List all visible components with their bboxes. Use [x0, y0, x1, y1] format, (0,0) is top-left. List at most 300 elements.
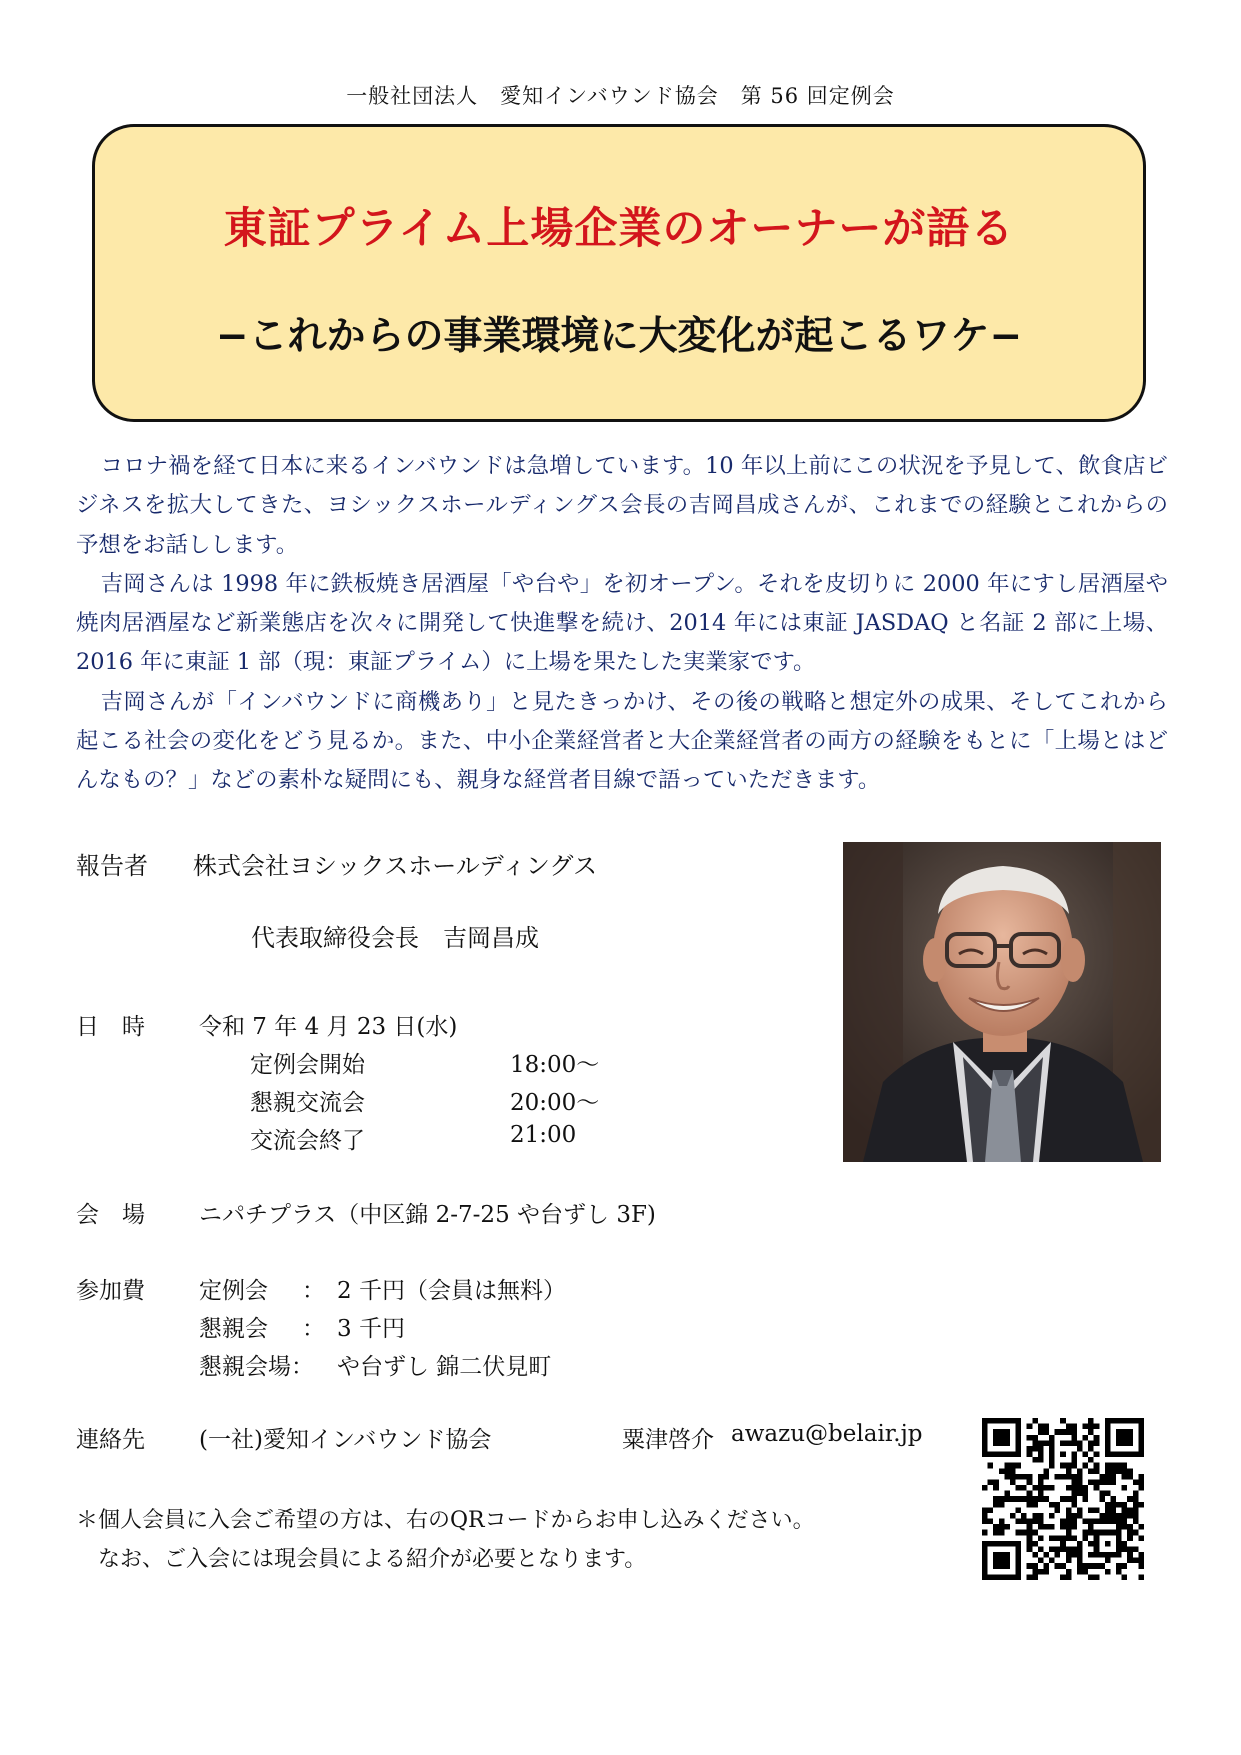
fee-item-name: 懇親会	[199, 1316, 268, 1342]
qr-module	[1066, 1485, 1072, 1491]
qr-module	[1122, 1468, 1128, 1474]
qr-module	[1071, 1479, 1077, 1485]
qr-module	[1122, 1541, 1128, 1547]
qr-module	[1010, 1468, 1016, 1474]
qr-module	[1032, 1418, 1038, 1424]
qr-module	[1083, 1491, 1089, 1497]
qr-module	[1071, 1452, 1077, 1458]
qr-module	[1138, 1479, 1144, 1485]
qr-module	[1066, 1429, 1072, 1435]
qr-module	[1038, 1452, 1044, 1458]
qr-module	[1133, 1502, 1139, 1508]
qr-module	[1083, 1519, 1089, 1525]
qr-module	[1088, 1440, 1094, 1446]
qr-module	[1043, 1496, 1049, 1502]
qr-module	[1043, 1424, 1049, 1430]
qr-module	[1038, 1440, 1044, 1446]
qr-module	[1027, 1502, 1033, 1508]
qr-module	[1010, 1513, 1016, 1519]
qr-module	[1027, 1535, 1033, 1541]
fee-item-value: や台ずし 錦二伏見町	[337, 1354, 552, 1380]
qr-module	[1049, 1513, 1055, 1519]
qr-module	[1066, 1496, 1072, 1502]
qr-module	[993, 1485, 999, 1491]
qr-module	[1066, 1546, 1072, 1552]
qr-module	[1016, 1463, 1022, 1469]
qr-module	[1049, 1485, 1055, 1491]
qr-module	[1066, 1474, 1072, 1480]
qr-module	[1004, 1491, 1010, 1497]
qr-module	[1116, 1524, 1122, 1530]
qr-module	[1105, 1507, 1111, 1513]
qr-module	[1127, 1530, 1133, 1536]
qr-module	[1088, 1418, 1094, 1424]
qr-module	[1049, 1502, 1055, 1508]
qr-module	[1138, 1502, 1144, 1508]
qr-module	[1038, 1491, 1044, 1497]
qr-module	[1088, 1507, 1094, 1513]
qr-module	[1105, 1513, 1111, 1519]
qr-module	[1032, 1541, 1038, 1547]
qr-module	[1077, 1446, 1083, 1452]
qr-module	[1071, 1552, 1077, 1558]
qr-module	[1071, 1519, 1077, 1525]
qr-module	[1055, 1474, 1061, 1480]
qr-module	[1071, 1524, 1077, 1530]
qr-module	[1138, 1558, 1144, 1564]
qr-module	[1027, 1541, 1033, 1547]
qr-module	[1060, 1519, 1066, 1525]
qr-module	[988, 1463, 994, 1469]
qr-module	[1110, 1507, 1116, 1513]
qr-module	[1027, 1530, 1033, 1536]
qr-module	[1060, 1474, 1066, 1480]
qr-module	[1049, 1446, 1055, 1452]
qr-module	[1077, 1479, 1083, 1485]
qr-module	[1071, 1491, 1077, 1497]
qr-module	[1060, 1418, 1066, 1424]
qr-module	[1122, 1574, 1128, 1580]
qr-module	[1105, 1479, 1111, 1485]
qr-module	[1016, 1507, 1022, 1513]
reporter-company: 株式会社ヨシックスホールディングス	[193, 852, 598, 880]
qr-module	[1055, 1535, 1061, 1541]
qr-module	[1038, 1424, 1044, 1430]
qr-module	[1010, 1463, 1016, 1469]
qr-module	[1133, 1519, 1139, 1525]
qr-module	[1094, 1479, 1100, 1485]
qr-module	[1027, 1446, 1033, 1452]
qr-module	[1060, 1574, 1066, 1580]
qr-module	[1094, 1563, 1100, 1569]
qr-module	[1088, 1530, 1094, 1536]
qr-module	[1094, 1468, 1100, 1474]
qr-module	[1038, 1457, 1044, 1463]
qr-module	[1127, 1507, 1133, 1513]
qr-module	[1038, 1496, 1044, 1502]
qr-module	[1094, 1435, 1100, 1441]
qr-code[interactable]	[982, 1418, 1144, 1580]
qr-module	[1049, 1440, 1055, 1446]
qr-module	[1060, 1463, 1066, 1469]
reporter-label: 報告者	[76, 852, 148, 880]
qr-module	[1083, 1435, 1089, 1441]
qr-module	[1043, 1552, 1049, 1558]
qr-module	[1077, 1485, 1083, 1491]
qr-module	[1049, 1558, 1055, 1564]
venue-label: 会 場	[76, 1202, 145, 1228]
qr-module	[999, 1502, 1005, 1508]
qr-module	[1071, 1435, 1077, 1441]
qr-module	[1094, 1507, 1100, 1513]
qr-module	[1071, 1474, 1077, 1480]
qr-module	[1038, 1535, 1044, 1541]
qr-module	[1032, 1435, 1038, 1441]
qr-module	[1133, 1496, 1139, 1502]
qr-module	[1016, 1474, 1022, 1480]
qr-module	[1105, 1468, 1111, 1474]
qr-module	[1099, 1519, 1105, 1525]
qr-module	[1099, 1491, 1105, 1497]
qr-module	[1110, 1513, 1116, 1519]
qr-module	[1049, 1463, 1055, 1469]
qr-module	[1083, 1424, 1089, 1430]
qr-module	[1122, 1507, 1128, 1513]
qr-module	[1010, 1479, 1016, 1485]
qr-module	[1066, 1424, 1072, 1430]
qr-module	[1083, 1563, 1089, 1569]
qr-module	[1138, 1574, 1144, 1580]
qr-module	[982, 1530, 988, 1536]
qr-module	[1016, 1496, 1022, 1502]
qr-module	[1071, 1440, 1077, 1446]
qr-module	[1060, 1496, 1066, 1502]
qr-module	[1016, 1485, 1022, 1491]
qr-module	[1116, 1468, 1122, 1474]
contact-email[interactable]: awazu@belair.jp	[731, 1421, 923, 1447]
qr-module	[1094, 1440, 1100, 1446]
portrait-photo	[843, 842, 1161, 1162]
qr-module	[1021, 1474, 1027, 1480]
qr-module	[1038, 1513, 1044, 1519]
schedule-item-time: 18:00〜	[510, 1052, 600, 1078]
qr-module	[1032, 1569, 1038, 1575]
qr-module	[988, 1519, 994, 1525]
qr-module	[999, 1530, 1005, 1536]
qr-code-icon	[982, 1418, 1144, 1580]
qr-module	[1110, 1468, 1116, 1474]
qr-module	[1116, 1563, 1122, 1569]
qr-module	[993, 1524, 999, 1530]
qr-module	[1133, 1507, 1139, 1513]
footnote-line: ＊個人会員に入会ご希望の方は、右のQRコードからお申し込みください。	[76, 1508, 815, 1533]
qr-module	[1071, 1496, 1077, 1502]
qr-module	[1122, 1513, 1128, 1519]
schedule-item-name: 懇親交流会	[250, 1090, 365, 1116]
qr-module	[1055, 1429, 1061, 1435]
qr-module	[1105, 1569, 1111, 1575]
qr-module	[993, 1552, 1010, 1569]
qr-module	[1004, 1474, 1010, 1480]
qr-module	[1077, 1491, 1083, 1497]
footnote	[76, 1501, 815, 1579]
qr-module	[1133, 1530, 1139, 1536]
qr-module	[1127, 1546, 1133, 1552]
qr-module	[1021, 1485, 1027, 1491]
qr-module	[993, 1530, 999, 1536]
qr-module	[1043, 1485, 1049, 1491]
qr-module	[1122, 1563, 1128, 1569]
fee-item-value: 2 千円（会員は無料）	[337, 1278, 566, 1304]
qr-module	[1066, 1440, 1072, 1446]
qr-module	[982, 1485, 988, 1491]
schedule-item-name: 交流会終了	[250, 1128, 365, 1154]
schedule-label: 日 時	[76, 1014, 145, 1040]
qr-module	[1077, 1468, 1083, 1474]
qr-module	[1094, 1452, 1100, 1458]
qr-module	[1071, 1463, 1077, 1469]
qr-module	[1038, 1546, 1044, 1552]
qr-module	[1105, 1463, 1111, 1469]
qr-module	[1043, 1429, 1049, 1435]
qr-module	[1127, 1524, 1133, 1530]
qr-module	[1032, 1563, 1038, 1569]
qr-module	[1127, 1496, 1133, 1502]
qr-module	[1038, 1474, 1044, 1480]
qr-module	[1032, 1502, 1038, 1508]
qr-module	[1055, 1563, 1061, 1569]
qr-module	[1021, 1513, 1027, 1519]
qr-module	[982, 1513, 988, 1519]
qr-module	[1038, 1524, 1044, 1530]
fee-item-name: 定例会	[199, 1278, 268, 1304]
qr-module	[1110, 1474, 1116, 1480]
qr-module	[1032, 1446, 1038, 1452]
qr-module	[1032, 1574, 1038, 1580]
qr-module	[1088, 1541, 1094, 1547]
qr-module	[1116, 1513, 1122, 1519]
reporter-title-name: 代表取締役会長 吉岡昌成	[251, 924, 539, 952]
qr-module	[1138, 1485, 1144, 1491]
qr-module	[1099, 1563, 1105, 1569]
qr-module	[1105, 1519, 1111, 1525]
qr-module	[1066, 1574, 1072, 1580]
qr-module	[1049, 1457, 1055, 1463]
qr-module	[1127, 1535, 1133, 1541]
qr-module	[1127, 1513, 1133, 1519]
qr-module	[1032, 1440, 1038, 1446]
qr-module	[1043, 1563, 1049, 1569]
portrait-illustration	[843, 842, 1161, 1162]
qr-module	[1110, 1479, 1116, 1485]
qr-module	[1077, 1541, 1083, 1547]
qr-module	[1116, 1502, 1122, 1508]
qr-module	[1027, 1479, 1033, 1485]
qr-module	[1088, 1429, 1094, 1435]
qr-module	[1016, 1519, 1022, 1525]
contact-label: 連絡先	[76, 1427, 145, 1453]
qr-module	[1010, 1474, 1016, 1480]
qr-module	[1127, 1552, 1133, 1558]
qr-module	[993, 1479, 999, 1485]
qr-module	[1088, 1524, 1094, 1530]
schedule-item-time: 20:00〜	[510, 1090, 600, 1116]
qr-module	[1133, 1479, 1139, 1485]
qr-module	[1027, 1452, 1033, 1458]
qr-module	[1088, 1519, 1094, 1525]
contact-person: 粟津啓介	[622, 1427, 714, 1453]
qr-module	[1122, 1463, 1128, 1469]
qr-module	[1021, 1496, 1027, 1502]
qr-module	[1071, 1546, 1077, 1552]
qr-module	[1049, 1546, 1055, 1552]
qr-module	[1016, 1530, 1022, 1536]
qr-module	[1138, 1535, 1144, 1541]
venue-value: ニパチプラス（中区錦 2-7-25 や台ずし 3F)	[199, 1202, 656, 1228]
qr-module	[1066, 1558, 1072, 1564]
qr-module	[1027, 1574, 1033, 1580]
qr-module	[1077, 1546, 1083, 1552]
qr-module	[1094, 1463, 1100, 1469]
qr-module	[1094, 1485, 1100, 1491]
qr-module	[1043, 1440, 1049, 1446]
qr-module	[1127, 1474, 1133, 1480]
qr-module	[1010, 1496, 1016, 1502]
qr-module	[1043, 1569, 1049, 1575]
intro-paragraph: コロナ禍を経て日本に来るインバウンドは急増しています。10 年以上前にこの状況を予見して、飲食店ビジネスを拡大してきた、ヨシックスホールディングス会長の吉岡昌成さんが、これまでの経験とこれからの予想をお話しします。	[76, 453, 1168, 558]
qr-module	[1060, 1535, 1066, 1541]
qr-module	[1077, 1513, 1083, 1519]
qr-module	[1105, 1502, 1111, 1508]
intro-paragraph: 吉岡さんが「インバウンドに商機あり」と見たきっかけ、その後の戦略と想定外の成果、そしてこれから起こる社会の変化をどう見るか。また、中小企業経営者と大企業経営者の両方の経験をもとに「上場とはどんなもの？」などの素朴な疑問にも、親身な経営者目線で語っていただきます。	[76, 688, 1168, 794]
qr-module	[1032, 1513, 1038, 1519]
qr-module	[1060, 1452, 1066, 1458]
qr-module	[1071, 1485, 1077, 1491]
qr-module	[1027, 1424, 1033, 1430]
fee-label: 参加費	[76, 1278, 145, 1304]
qr-module	[1032, 1496, 1038, 1502]
qr-module	[1133, 1546, 1139, 1552]
qr-module	[1077, 1507, 1083, 1513]
qr-module	[1004, 1463, 1010, 1469]
qr-module	[1066, 1507, 1072, 1513]
qr-module	[1088, 1446, 1094, 1452]
footnote-line: なお、ご入会には現会員による紹介が必要となります。	[76, 1547, 647, 1572]
schedule-item-name: 定例会開始	[250, 1052, 365, 1078]
title-box	[92, 124, 1146, 422]
qr-module	[1077, 1563, 1083, 1569]
qr-module	[1027, 1524, 1033, 1530]
fee-item-value: 3 千円	[337, 1316, 405, 1342]
intro-text	[76, 447, 1168, 801]
qr-module	[1138, 1563, 1144, 1569]
qr-module	[999, 1496, 1005, 1502]
contact-org: (一社)愛知インバウンド協会	[199, 1427, 492, 1453]
qr-module	[1071, 1513, 1077, 1519]
qr-module	[1071, 1424, 1077, 1430]
qr-module	[1071, 1457, 1077, 1463]
fee-item-sep: ：	[302, 1278, 325, 1304]
qr-module	[1038, 1569, 1044, 1575]
qr-module	[1032, 1530, 1038, 1536]
qr-module	[1049, 1535, 1055, 1541]
qr-module	[1116, 1569, 1122, 1575]
qr-module	[993, 1429, 1010, 1446]
qr-module	[1122, 1519, 1128, 1525]
qr-module	[1094, 1519, 1100, 1525]
qr-module	[1077, 1558, 1083, 1564]
qr-module	[988, 1479, 994, 1485]
fee-item-sep: ：	[302, 1316, 325, 1342]
qr-module	[1088, 1574, 1094, 1580]
qr-module	[1066, 1535, 1072, 1541]
qr-module	[1110, 1463, 1116, 1469]
qr-module	[1088, 1457, 1094, 1463]
qr-module	[1083, 1569, 1089, 1575]
schedule-date: 令和 7 年 4 月 23 日(水)	[199, 1014, 458, 1040]
fee-item-name: 懇親会場：	[199, 1354, 314, 1380]
qr-module	[1027, 1546, 1033, 1552]
qr-module	[1066, 1530, 1072, 1536]
qr-module	[1133, 1513, 1139, 1519]
qr-module	[1122, 1485, 1128, 1491]
qr-module	[1105, 1541, 1111, 1547]
qr-module	[1110, 1502, 1116, 1508]
qr-module	[1083, 1535, 1089, 1541]
qr-module	[1099, 1474, 1105, 1480]
qr-module	[1021, 1519, 1027, 1525]
qr-module	[999, 1524, 1005, 1530]
qr-module	[1138, 1474, 1144, 1480]
qr-module	[1038, 1485, 1044, 1491]
qr-module	[1116, 1519, 1122, 1525]
qr-module	[1088, 1563, 1094, 1569]
qr-module	[1066, 1524, 1072, 1530]
qr-module	[999, 1519, 1005, 1525]
qr-module	[1060, 1541, 1066, 1547]
qr-module	[1027, 1491, 1033, 1497]
qr-module	[1055, 1546, 1061, 1552]
qr-module	[1004, 1496, 1010, 1502]
qr-module	[1043, 1474, 1049, 1480]
qr-module	[1043, 1468, 1049, 1474]
qr-module	[1027, 1496, 1033, 1502]
qr-module	[1038, 1429, 1044, 1435]
qr-module	[993, 1502, 999, 1508]
qr-module	[1083, 1530, 1089, 1536]
qr-module	[1083, 1463, 1089, 1469]
qr-module	[1094, 1424, 1100, 1430]
qr-module	[982, 1519, 988, 1525]
qr-module	[1088, 1424, 1094, 1430]
qr-module	[1127, 1468, 1133, 1474]
main-title: 東証プライム上場企業のオーナーが語る	[223, 204, 1015, 254]
qr-module	[988, 1507, 994, 1513]
qr-module	[1060, 1524, 1066, 1530]
qr-module	[1032, 1519, 1038, 1525]
qr-module	[1055, 1502, 1061, 1508]
qr-module	[1027, 1563, 1033, 1569]
qr-module	[1071, 1502, 1077, 1508]
qr-module	[1105, 1558, 1111, 1564]
qr-module	[1083, 1496, 1089, 1502]
qr-module	[1110, 1519, 1116, 1525]
qr-module	[1094, 1574, 1100, 1580]
qr-module	[1055, 1507, 1061, 1513]
qr-module	[1105, 1491, 1111, 1497]
qr-module	[1049, 1435, 1055, 1441]
qr-module	[1038, 1479, 1044, 1485]
